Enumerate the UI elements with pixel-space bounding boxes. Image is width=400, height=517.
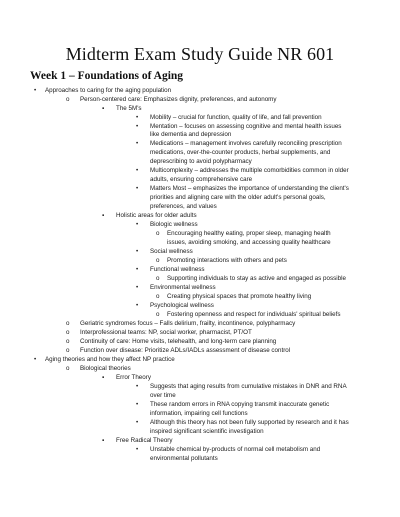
outline-line: Error Theory (116, 374, 151, 381)
outline-line: Interprofessional teams: NP, social worker, pharmacist, PT/OT (80, 329, 252, 336)
bullet-icon: • (34, 87, 37, 94)
outline-line: Encouraging healthy eating, proper sleep, managing health (167, 230, 331, 237)
circle-bullet-icon: o (66, 96, 70, 103)
bullet-icon: • (136, 167, 139, 174)
bullet-icon: • (136, 185, 139, 192)
outline-line: Psychological wellness (150, 302, 214, 309)
outline-line-continuation: over time (150, 392, 176, 399)
outline-line: Free Radical Theory (116, 437, 173, 444)
bullet-icon: • (136, 401, 139, 408)
outline-line-continuation: priorities and aligning care with the older adult's personal goals, (150, 194, 326, 201)
outline-line-continuation: deprescribing to avoid polypharmacy (150, 158, 252, 165)
circle-bullet-icon: o (156, 293, 160, 300)
circle-bullet-icon: o (66, 329, 70, 336)
outline-line: Unstable chemical by-products of normal cell metabolism and (150, 446, 321, 453)
bullet-icon: • (34, 356, 37, 363)
outline-line: These random errors in RNA copying transmit inaccurate genetic (150, 401, 330, 408)
outline-line: Person-centered care: Emphasizes dignity, preferences, and autonomy (80, 96, 277, 103)
bullet-icon: • (136, 140, 139, 147)
outline-line: Geriatric syndromes focus – Falls delirium, frailty, incontinence, polypharmacy (80, 320, 296, 327)
outline-line-continuation: issues, avoiding smoking, and accessing quality healthcare (167, 239, 331, 246)
outline-line-continuation: medications, over-the-counter products, herbal supplements, and (150, 149, 331, 156)
bullet-icon: • (136, 446, 139, 453)
outline-line: Social wellness (150, 248, 193, 255)
outline-line: Environmental wellness (150, 284, 216, 291)
outline-line: Holistic areas for older adults (116, 212, 197, 219)
document-title: Midterm Exam Study Guide NR 601 (65, 44, 335, 64)
outline-line-continuation: information, impairing cell functions (150, 410, 248, 417)
outline-line: Mobility – crucial for function, quality of life, and fall prevention (150, 114, 322, 121)
circle-bullet-icon: o (156, 311, 160, 318)
circle-bullet-icon: o (156, 230, 160, 237)
bullet-icon: • (136, 284, 139, 291)
outline-line-continuation: adults, ensuring comprehensive care (150, 176, 253, 183)
bullet-icon: • (136, 266, 139, 273)
bullet-icon: • (136, 114, 139, 121)
outline-line: Biological theories (80, 365, 131, 372)
outline-line: Fostering openness and respect for individuals' spiritual beliefs (167, 311, 341, 318)
outline-line-continuation: preferences, and values (150, 203, 217, 210)
outline-line-continuation: environmental pollutants (150, 455, 218, 462)
outline-line: Aging theories and how they affect NP practice (45, 356, 175, 363)
bullet-icon: • (136, 302, 139, 309)
circle-bullet-icon: o (66, 338, 70, 345)
outline-line: Supporting individuals to stay as active and engaged as possible (167, 275, 346, 282)
outline-line: Matters Most – emphasizes the importance of understanding the client's (150, 185, 349, 192)
outline-line: Continuity of care: Home visits, telehealth, and long-term care planning (80, 338, 277, 345)
outline-line: Suggests that aging results from cumulative mistakes in DNR and RNA (150, 383, 347, 390)
square-bullet-icon: ▪ (102, 105, 105, 112)
outline-line: The 5M's (116, 105, 142, 112)
outline-line: Function over disease: Prioritize ADLs/IADLs assessment of disease control (80, 347, 291, 354)
outline-line: Functional wellness (150, 266, 205, 273)
outline-line: Approaches to caring for the aging population (45, 87, 172, 94)
outline-line: Creating physical spaces that promote healthy living (167, 293, 312, 300)
bullet-icon: • (136, 248, 139, 255)
circle-bullet-icon: o (66, 347, 70, 354)
outline-line: Biologic wellness (150, 221, 198, 228)
circle-bullet-icon: o (156, 257, 160, 264)
outline-line-continuation: inspired significant scientific investigation (150, 428, 264, 435)
week-heading: Week 1 – Foundations of Aging (30, 70, 184, 82)
outline-line: Multicomplexity – addresses the multiple comorbidities common in older (150, 167, 349, 174)
outline-line: Promoting interactions with others and pets (167, 257, 287, 264)
square-bullet-icon: ▪ (102, 374, 105, 381)
outline-line: Although this theory has not been fully supported by research and it has (150, 419, 349, 426)
square-bullet-icon: ▪ (102, 437, 105, 444)
bullet-icon: • (136, 221, 139, 228)
outline-line: Mentation – focuses on assessing cognitive and mental health issues (150, 123, 342, 130)
circle-bullet-icon: o (156, 275, 160, 282)
circle-bullet-icon: o (66, 365, 70, 372)
bullet-icon: • (136, 383, 139, 390)
bullet-icon: • (136, 419, 139, 426)
square-bullet-icon: ▪ (102, 212, 105, 219)
outline-line: Medications – management involves carefully reconciling prescription (150, 140, 342, 147)
bullet-icon: • (136, 123, 139, 130)
circle-bullet-icon: o (66, 320, 70, 327)
outline-line-continuation: like dementia and depression (150, 131, 232, 138)
